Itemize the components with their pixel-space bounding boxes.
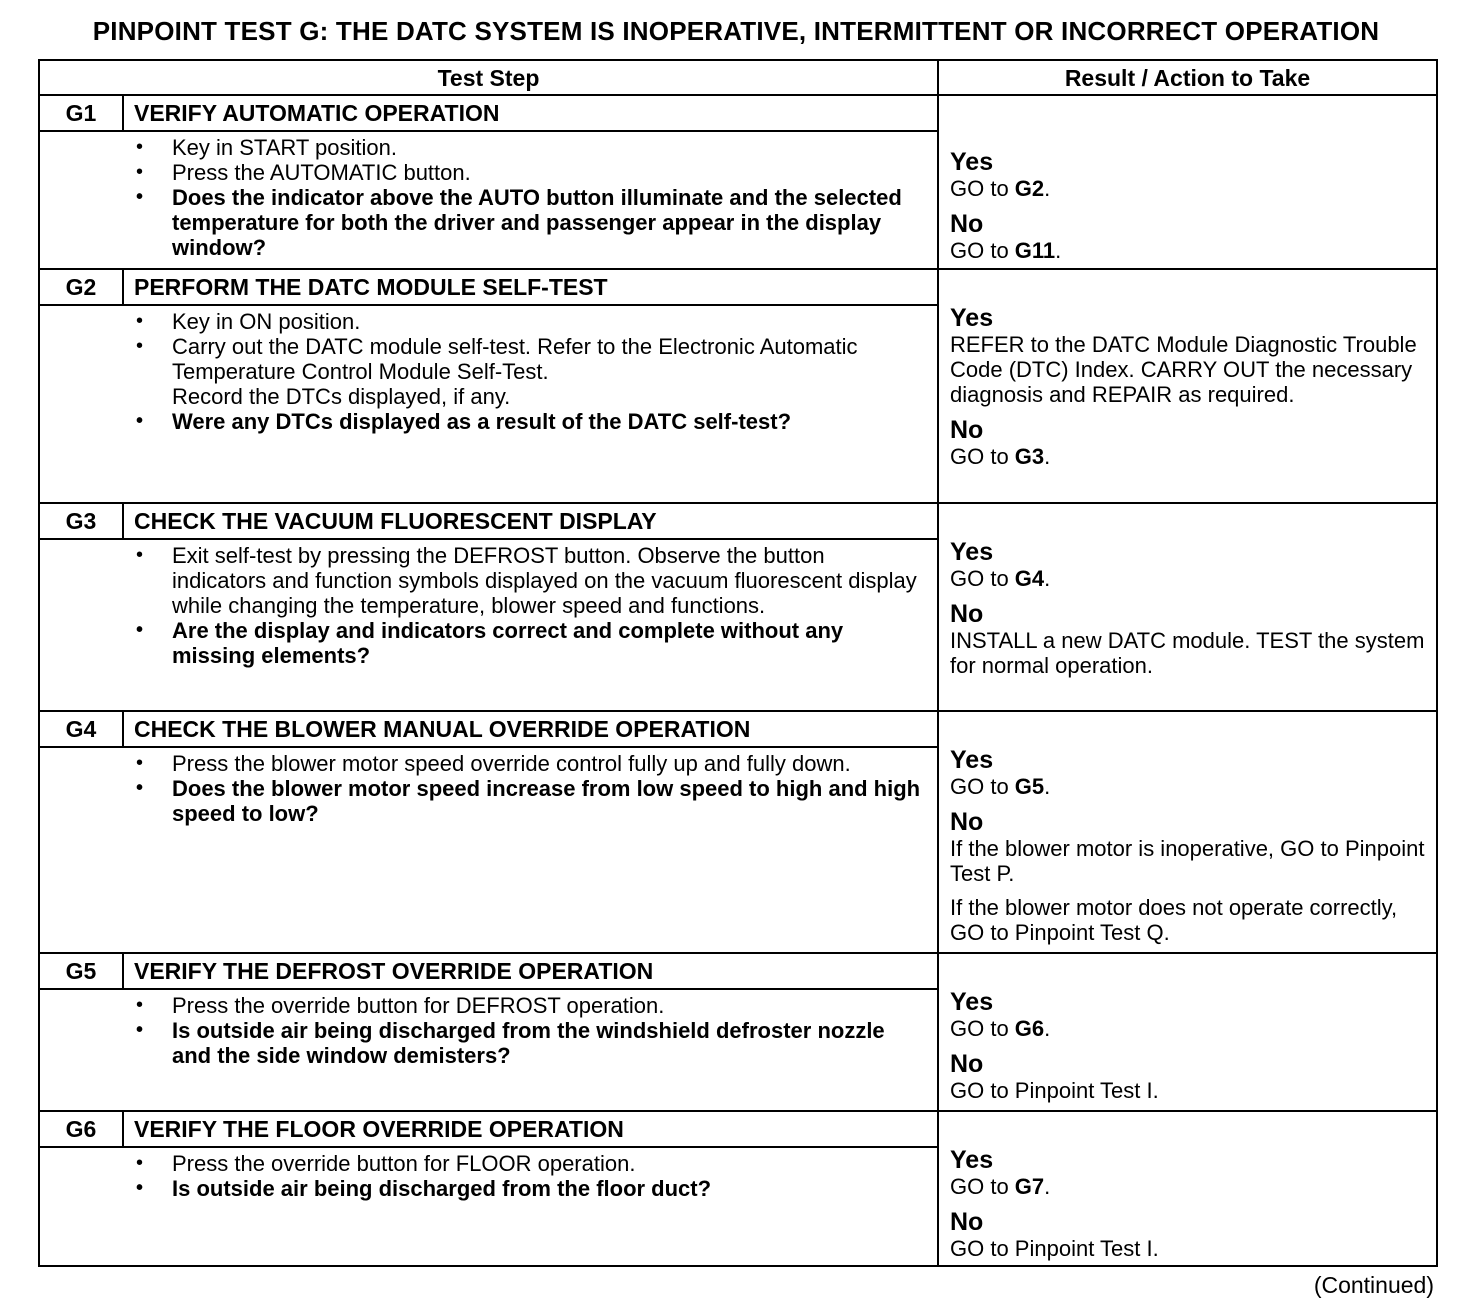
step-title: VERIFY THE FLOOR OVERRIDE OPERATION bbox=[124, 1112, 939, 1148]
step-title: CHECK THE VACUUM FLUORESCENT DISPLAY bbox=[124, 504, 939, 540]
table-row-g6 bbox=[40, 1112, 1436, 1265]
step-reference-link[interactable]: G6 bbox=[1014, 1016, 1045, 1041]
result-cell bbox=[950, 1146, 1430, 1261]
result-cell bbox=[950, 148, 1430, 263]
instruction-item: • Key in ON position. bbox=[134, 309, 924, 334]
no-action: GO to Pinpoint Test I. bbox=[950, 1236, 1159, 1261]
table-row-g4 bbox=[40, 712, 1436, 954]
step-reference-link[interactable]: G4 bbox=[1014, 566, 1045, 591]
result-cell bbox=[950, 988, 1430, 1103]
question-item: • Are the display and indicators correct and complete without any missing elements? bbox=[134, 618, 924, 668]
instruction-item: • Press the override button for FLOOR operation. bbox=[134, 1151, 924, 1176]
question-item: • Does the blower motor speed increase from low speed to high and high speed to low? bbox=[134, 776, 924, 826]
no-label: No bbox=[950, 416, 984, 444]
step-reference-link[interactable]: G2 bbox=[1014, 176, 1045, 201]
no-action: If the blower motor is inoperative, GO to Pinpoint Test P. bbox=[950, 836, 1425, 886]
yes-label: Yes bbox=[950, 148, 994, 176]
no-action: INSTALL a new DATC module. TEST the system for normal operation. bbox=[950, 628, 1425, 678]
step-instructions bbox=[134, 993, 924, 1068]
no-label: No bbox=[950, 1050, 984, 1078]
step-code: G4 bbox=[40, 712, 124, 748]
step-code: G6 bbox=[40, 1112, 124, 1148]
yes-action: GO to G4. bbox=[950, 566, 1051, 591]
step-reference-link[interactable]: G3 bbox=[1014, 444, 1045, 469]
step-instructions bbox=[134, 751, 924, 826]
yes-label: Yes bbox=[950, 988, 994, 1016]
yes-action: GO to G5. bbox=[950, 774, 1051, 799]
page-title: PINPOINT TEST G: THE DATC SYSTEM IS INOPERATIVE, INTERMITTENT OR INCORRECT OPERATION bbox=[92, 16, 1380, 46]
table-row-g1 bbox=[40, 96, 1436, 270]
yes-label: Yes bbox=[950, 538, 994, 566]
instruction-item: • Press the override button for DEFROST operation. bbox=[134, 993, 924, 1018]
step-reference-link[interactable]: G5 bbox=[1014, 774, 1045, 799]
step-reference-link[interactable]: G11 bbox=[1014, 238, 1056, 263]
pinpoint-test-table bbox=[38, 59, 1438, 1267]
yes-label: Yes bbox=[950, 746, 994, 774]
yes-label: Yes bbox=[950, 304, 994, 332]
no-action: GO to Pinpoint Test I. bbox=[950, 1078, 1159, 1103]
yes-action: REFER to the DATC Module Diagnostic Trouble Code (DTC) Index. CARRY OUT the necessary diagnosis and REPAIR as required. bbox=[950, 332, 1417, 407]
instruction-item: • Press the blower motor speed override control fully up and fully down. bbox=[134, 751, 924, 776]
step-title: PERFORM THE DATC MODULE SELF-TEST bbox=[124, 270, 939, 306]
no-label: No bbox=[950, 808, 984, 836]
step-code: G1 bbox=[40, 96, 124, 132]
question-item: • Were any DTCs displayed as a result of the DATC self-test? bbox=[134, 409, 924, 434]
step-code: G5 bbox=[40, 954, 124, 990]
instruction-subtext: Record the DTCs displayed, if any. bbox=[172, 384, 511, 409]
table-row-g5 bbox=[40, 954, 1436, 1112]
yes-action: GO to G7. bbox=[950, 1174, 1051, 1199]
yes-label: Yes bbox=[950, 1146, 994, 1174]
header-test-step: Test Step bbox=[40, 61, 939, 96]
test-step-cell bbox=[40, 712, 939, 952]
step-code: G2 bbox=[40, 270, 124, 306]
no-action: GO to G11. bbox=[950, 238, 1062, 263]
table-row-g2 bbox=[40, 270, 1436, 504]
result-cell bbox=[950, 304, 1430, 469]
continued-note: (Continued) bbox=[1313, 1272, 1434, 1298]
step-title: VERIFY AUTOMATIC OPERATION bbox=[124, 96, 939, 132]
step-instructions bbox=[134, 309, 924, 434]
table-row-g3 bbox=[40, 504, 1436, 712]
step-title: VERIFY THE DEFROST OVERRIDE OPERATION bbox=[124, 954, 939, 990]
question-item: • Is outside air being discharged from the floor duct? bbox=[134, 1176, 924, 1201]
no-label: No bbox=[950, 210, 984, 238]
instruction-item: • Key in START position. bbox=[134, 135, 924, 160]
no-action: GO to G3. bbox=[950, 444, 1051, 469]
instruction-item: • Press the AUTOMATIC button. bbox=[134, 160, 924, 185]
instruction-item: • Carry out the DATC module self-test. Refer to the Electronic Automatic Temperature Control Module Self-Test. Record the DTCs displayed, if any. bbox=[134, 334, 924, 409]
result-cell bbox=[950, 746, 1430, 945]
step-instructions bbox=[134, 135, 924, 260]
step-instructions bbox=[134, 543, 924, 668]
question-item: • Is outside air being discharged from the windshield defroster nozzle and the side window demisters? bbox=[134, 1018, 924, 1068]
yes-action: GO to G2. bbox=[950, 176, 1051, 201]
step-code: G3 bbox=[40, 504, 124, 540]
no-label: No bbox=[950, 600, 984, 628]
result-cell bbox=[950, 538, 1430, 678]
step-title: CHECK THE BLOWER MANUAL OVERRIDE OPERATION bbox=[124, 712, 939, 748]
step-instructions bbox=[134, 1151, 924, 1201]
yes-action: GO to G6. bbox=[950, 1016, 1051, 1041]
no-label: No bbox=[950, 1208, 984, 1236]
instruction-item: • Exit self-test by pressing the DEFROST button. Observe the button indicators and function symbols displayed on the vacuum fluorescent display while changing the temperature, blower speed and functions. bbox=[134, 543, 924, 618]
step-reference-link[interactable]: G7 bbox=[1014, 1174, 1045, 1199]
no-action-alternate: If the blower motor does not operate correctly, GO to Pinpoint Test Q. bbox=[950, 895, 1398, 945]
header-result-action: Result / Action to Take bbox=[939, 61, 1436, 96]
question-item: • Does the indicator above the AUTO button illuminate and the selected temperature for both the driver and passenger appear in the display window? bbox=[134, 185, 924, 260]
